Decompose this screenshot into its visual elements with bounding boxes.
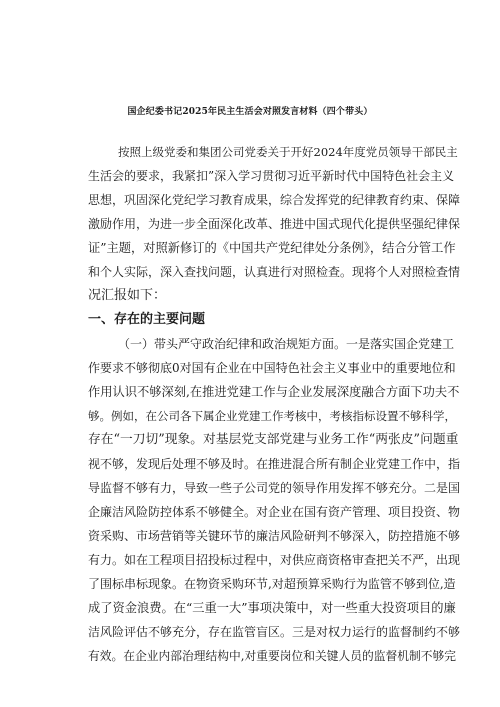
paragraph-line: 洁风险评估不够充分，存在监管盲区。三是对权力运行的监督制约不够	[88, 625, 461, 639]
section-heading: 一、存在的主要问题	[88, 312, 206, 327]
paragraph-line: 够。例如，在公司各下属企业党建工作考核中，考核指标设置不够科学，	[88, 409, 456, 423]
paragraph-line: 成了资金浪费。在“三重一大”事项决策中，对一些重大投资项目的廉	[88, 601, 456, 615]
paragraph-line: 有效。在企业内部治理结构中,对重要岗位和关键人员的监督机制不够完	[88, 649, 456, 663]
paragraph-line: 按照上级党委和集团公司党委关于开好2024年度党员领导干部民主	[118, 145, 458, 159]
paragraph-line: 有力。如在工程项目招投标过程中，对供应商资格审查把关不严，出现	[88, 553, 461, 567]
paragraph-line: 视不够，发现后处理不够及时。在推进混合所有制企业党建工作中，指	[88, 457, 461, 471]
paragraph-line: 况汇报如下：	[88, 288, 167, 303]
paragraph-line: 证”主题，对照新修订的《中国共产党纪律处分条例》，结合分管工作	[88, 241, 456, 255]
paragraph-line: 作用认识不够深刻,在推进党建工作与企业发展深度融合方面下功夫不	[88, 385, 460, 399]
document-title: 国企纪委书记2025年民主生活会对照发言材料（四个带头）	[127, 107, 373, 117]
paragraph-line: 作要求不够彻底0对国有企业在中国特色社会主义事业中的重要地位和	[88, 361, 456, 375]
paragraph-line: 了围标串标现象。在物资采购环节,对超预算采购行为监管不够到位,造	[88, 577, 456, 591]
paragraph-line: 生活会的要求，我紧扣”深入学习贯彻习近平新时代中国特色社会主义	[88, 169, 455, 183]
paragraph-line: 资采购、市场营销等关键环节的廉洁风险研判不够深入，防控措施不够	[88, 529, 461, 543]
paragraph-line: 企廉洁风险防控体系不够健全。对企业在国有资产管理、项目投资、物	[88, 505, 461, 519]
paragraph-line: 存在“一刀切”现象。对基层党支部党建与业务工作“两张皮”问题重	[88, 432, 459, 447]
paragraph-line: 和个人实际，深入查找问题，认真进行对照检查。现将个人对照检查情	[88, 265, 461, 279]
paragraph-line: 激励作用，为进一步全面深化改革、推进中国式现代化提供坚强纪律保	[88, 217, 461, 231]
paragraph-line: 导监督不够有力，导致一些子公司党的领导作用发挥不够充分。二是国	[88, 481, 461, 495]
paragraph-line: 思想，巩固深化党纪学习教育成果，综合发挥党的纪律教育约束、保障	[88, 193, 461, 207]
paragraph-line: （一）带头严守政治纪律和政治规矩方面。一是落实国企党建工	[118, 337, 455, 351]
